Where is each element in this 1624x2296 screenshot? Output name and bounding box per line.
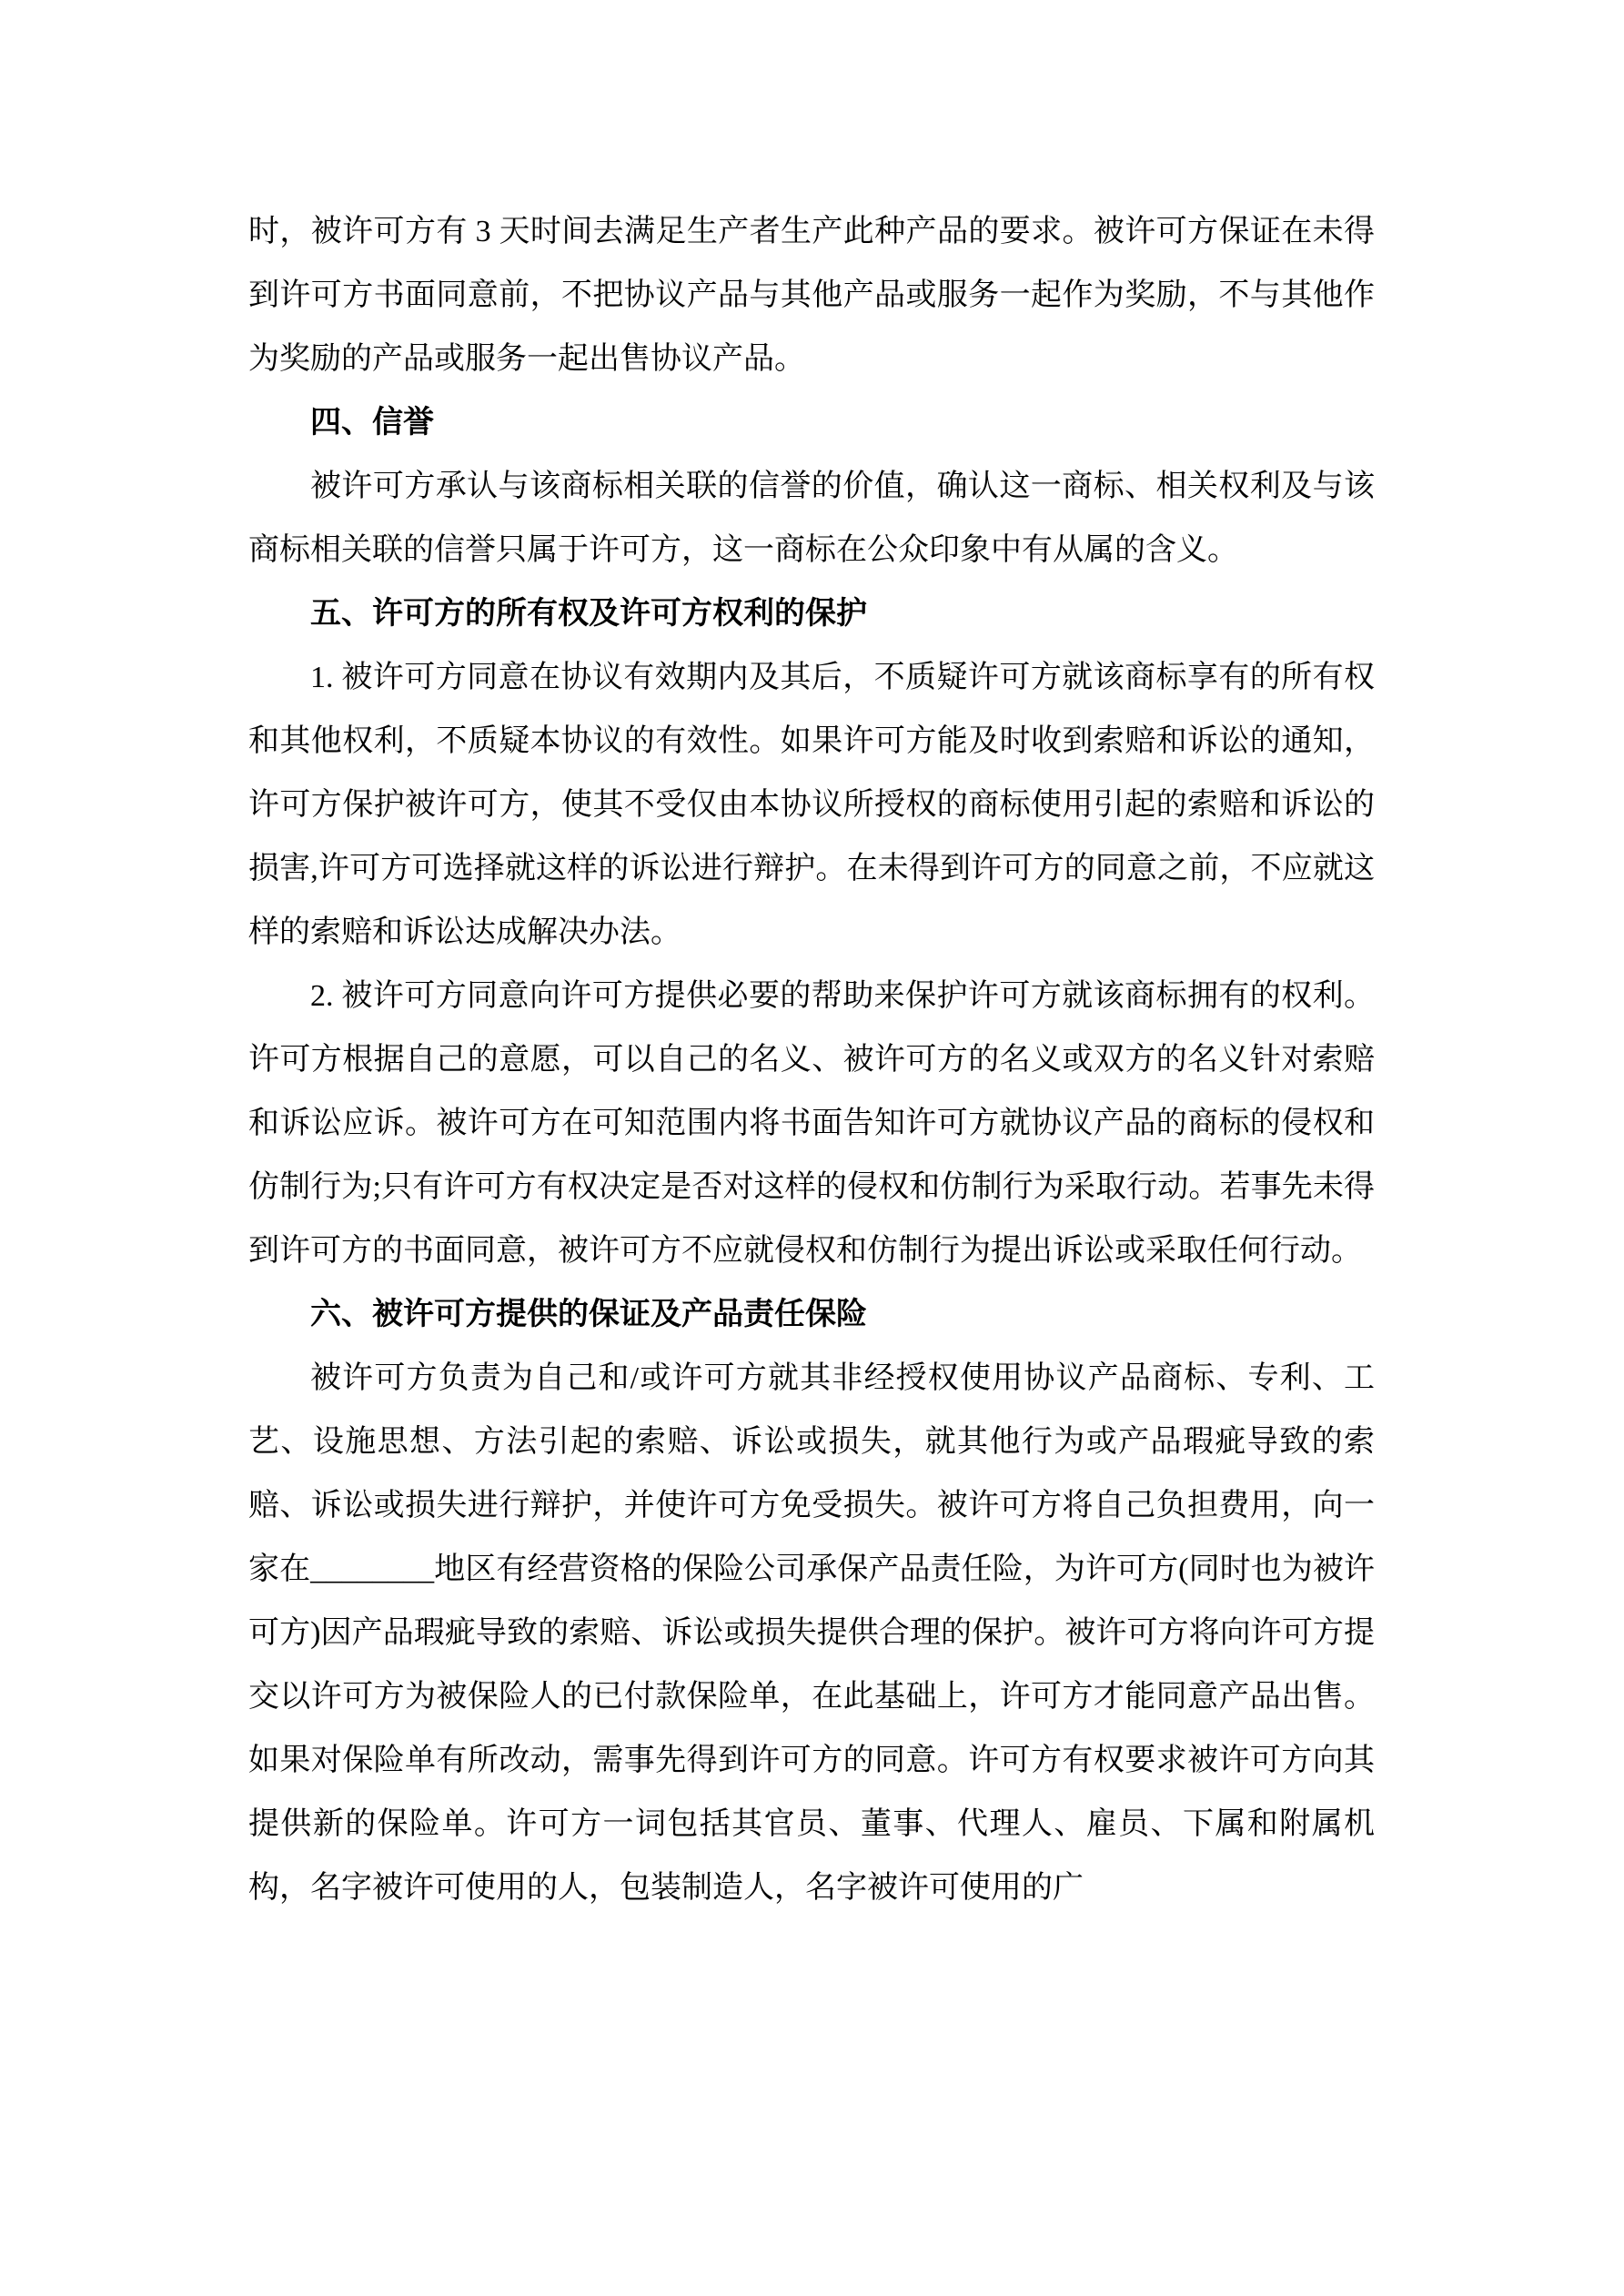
document-content [248,200,1375,1920]
paragraph-warranty-insurance: 被许可方负责为自己和/或许可方就其非经授权使用协议产品商标、专利、工艺、设施思想、方法引起的索赔、诉讼或损失，就其他行为或产品瑕疵导致的索赔、诉讼或损失进行辩护，并使许可方免受损失。被许可方将自己负担费用，向一家在________地区有经营资格的保险公司承保产品责任险，为许可方(同时也为被许可方)因产品瑕疵导致的索赔、诉讼或损失提供合理的保护。被许可方将向许可方提交以许可方为被保险人的已付款保险单，在此基础上，许可方才能同意产品出售。如果对保险单有所改动，需事先得到许可方的同意。许可方有权要求被许可方向其提供新的保险单。许可方一词包括其官员、董事、代理人、雇员、下属和附属机构，名字被许可使用的人，包装制造人，名字被许可使用的广 [248,1361,1375,1905]
paragraph-continuation: 时，被许可方有 3 天时间去满足生产者生产此种产品的要求。被许可方保证在未得到许可方书面同意前，不把协议产品与其他产品或服务一起作为奖励，不与其他作为奖励的产品或服务一起出售协议产品。 [248,215,1375,376]
paragraph-goodwill: 被许可方承认与该商标相关联的信誉的价值，确认这一商标、相关权利及与该商标相关联的信誉只属于许可方，这一商标在公众印象中有从属的含义。 [248,470,1375,567]
section-heading-warranty-insurance: 六、被许可方提供的保证及产品责任保险 [310,1298,867,1331]
section-heading-ownership-protection: 五、许可方的所有权及许可方权利的保护 [310,597,867,631]
paragraph-ownership-clause-1: 1. 被许可方同意在协议有效期内及其后，不质疑许可方就该商标享有的所有权和其他权利，不质疑本协议的有效性。如果许可方能及时收到索赔和诉讼的通知，许可方保护被许可方，使其不受仅由本协议所授权的商标使用引起的索赔和诉讼的损害,许可方可选择就这样的诉讼进行辩护。在未得到许可方的同意之前，不应就这样的索赔和诉讼达成解决办法。 [248,661,1375,949]
paragraph-ownership-clause-2: 2. 被许可方同意向许可方提供必要的帮助来保护许可方就该商标拥有的权利。许可方根据自己的意愿，可以自己的名义、被许可方的名义或双方的名义针对索赔和诉讼应诉。被许可方在可知范围内将书面告知许可方就协议产品的商标的侵权和仿制行为;只有许可方有权决定是否对这样的侵权和仿制行为采取行动。若事先未得到许可方的书面同意，被许可方不应就侵权和仿制行为提出诉讼或采取任何行动。 [248,979,1375,1268]
section-heading-goodwill: 四、信誉 [310,406,434,440]
